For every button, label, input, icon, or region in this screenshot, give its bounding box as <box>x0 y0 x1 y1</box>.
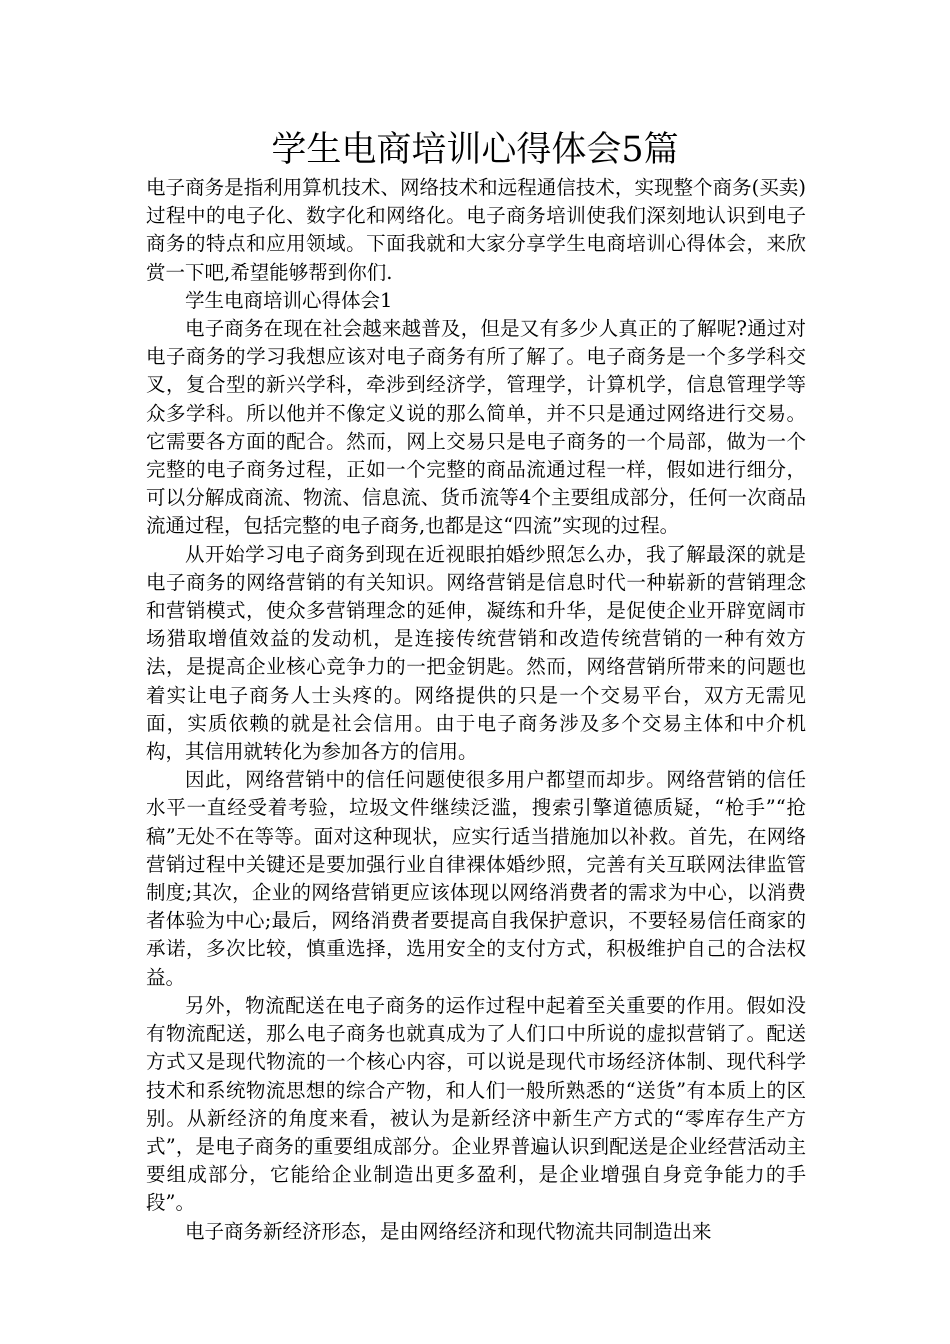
body-paragraph-5: 电子商务新经济形态，是由网络经济和现代物流共同制造出来 <box>185 1219 712 1243</box>
body-paragraph-2: 从开始学习电子商务到现在近视眼拍婚纱照怎么办，我了解最深的就是电子商务的网络营销的有关知识。网络营销是信息时代一种崭新的营销理念和营销模式，使众多营销理念的延伸，凝练和升华，是促使企业开辟宽阔市场猎取增值效益的发动机，是连接传统营销和改造传统营销的一种有效方法，是提高企业核心竞争力的一把金钥匙。然而，网络营销所带来的问题也着实让电子商务人士头疼的。网络提供的只是一个交易平台，双方无需见面，实质依赖的就是社会信用。由于电子商务涉及多个交易主体和中介机构，其信用就转化为参加各方的信用。 <box>146 542 806 764</box>
section-heading: 学生电商培训心得体会1 <box>185 288 393 312</box>
document-title: 学生电商培训心得体会5篇 <box>271 130 679 170</box>
body-paragraph-4: 另外，物流配送在电子商务的运作过程中起着至关重要的作用。假如没有物流配送，那么电子商务也就真成为了人们口中所说的虚拟营销了。配送方式又是现代物流的一个核心内容，可以说是现代市场经济体制、现代科学技术和系统物流思想的综合产物，和人们一般所熟悉的“送货”有本质上的区别。从新经济的角度来看，被认为是新经济中新生产方式的“零库存生产方式”，是电子商务的重要组成部分。企业界普遍认识到配送是企业经营活动主要组成部分，它能给企业制造出更多盈利，是企业增强自身竞争能力的手段”。 <box>146 993 806 1215</box>
body-paragraph-1: 电子商务在现在社会越来越普及，但是又有多少人真正的了解呢?通过对电子商务的学习我想应该对电子商务有所了解了。电子商务是一个多学科交叉，复合型的新兴学科，牵涉到经济学，管理学，计算机学，信息管理学等众多学科。所以他并不像定义说的那么简单，并不只是通过网络进行交易。它需要各方面的配合。然而，网上交易只是电子商务的一个局部，做为一个完整的电子商务过程，正如一个完整的商品流通过程一样，假如进行细分，可以分解成商流、物流、信息流、货币流等4个主要组成部分，任何一次商品流通过程，包括完整的电子商务,也都是这“四流”实现的过程。 <box>146 317 806 538</box>
body-paragraph-3: 因此，网络营销中的信任问题使很多用户都望而却步。网络营销的信任水平一直经受着考验，垃圾文件继续泛滥，搜索引擎道德质疑，“枪手”“抢稿”无处不在等等。面对这种现状，应实行适当措施加以补救。首先，在网络营销过程中关键还是要加强行业自律裸体婚纱照，完善有关互联网法律监管制度;其次，企业的网络营销更应该体现以网络消费者的需求为中心，以消费者体验为中心;最后，网络消费者要提高自我保护意识，不要轻易信任商家的承诺，多次比较，慎重选择，选用安全的支付方式，积极维护自己的合法权益。 <box>146 768 806 989</box>
intro-paragraph: 电子商务是指利用算机技术、网络技术和远程通信技术，实现整个商务(买卖)过程中的电子化、数字化和网络化。电子商务培训使我们深刻地认识到电子商务的特点和应用领域。下面我就和大家分享学生电商培训心得体会，来欣赏一下吧,希望能够帮到你们. <box>146 176 806 284</box>
document-body <box>146 174 806 1246</box>
